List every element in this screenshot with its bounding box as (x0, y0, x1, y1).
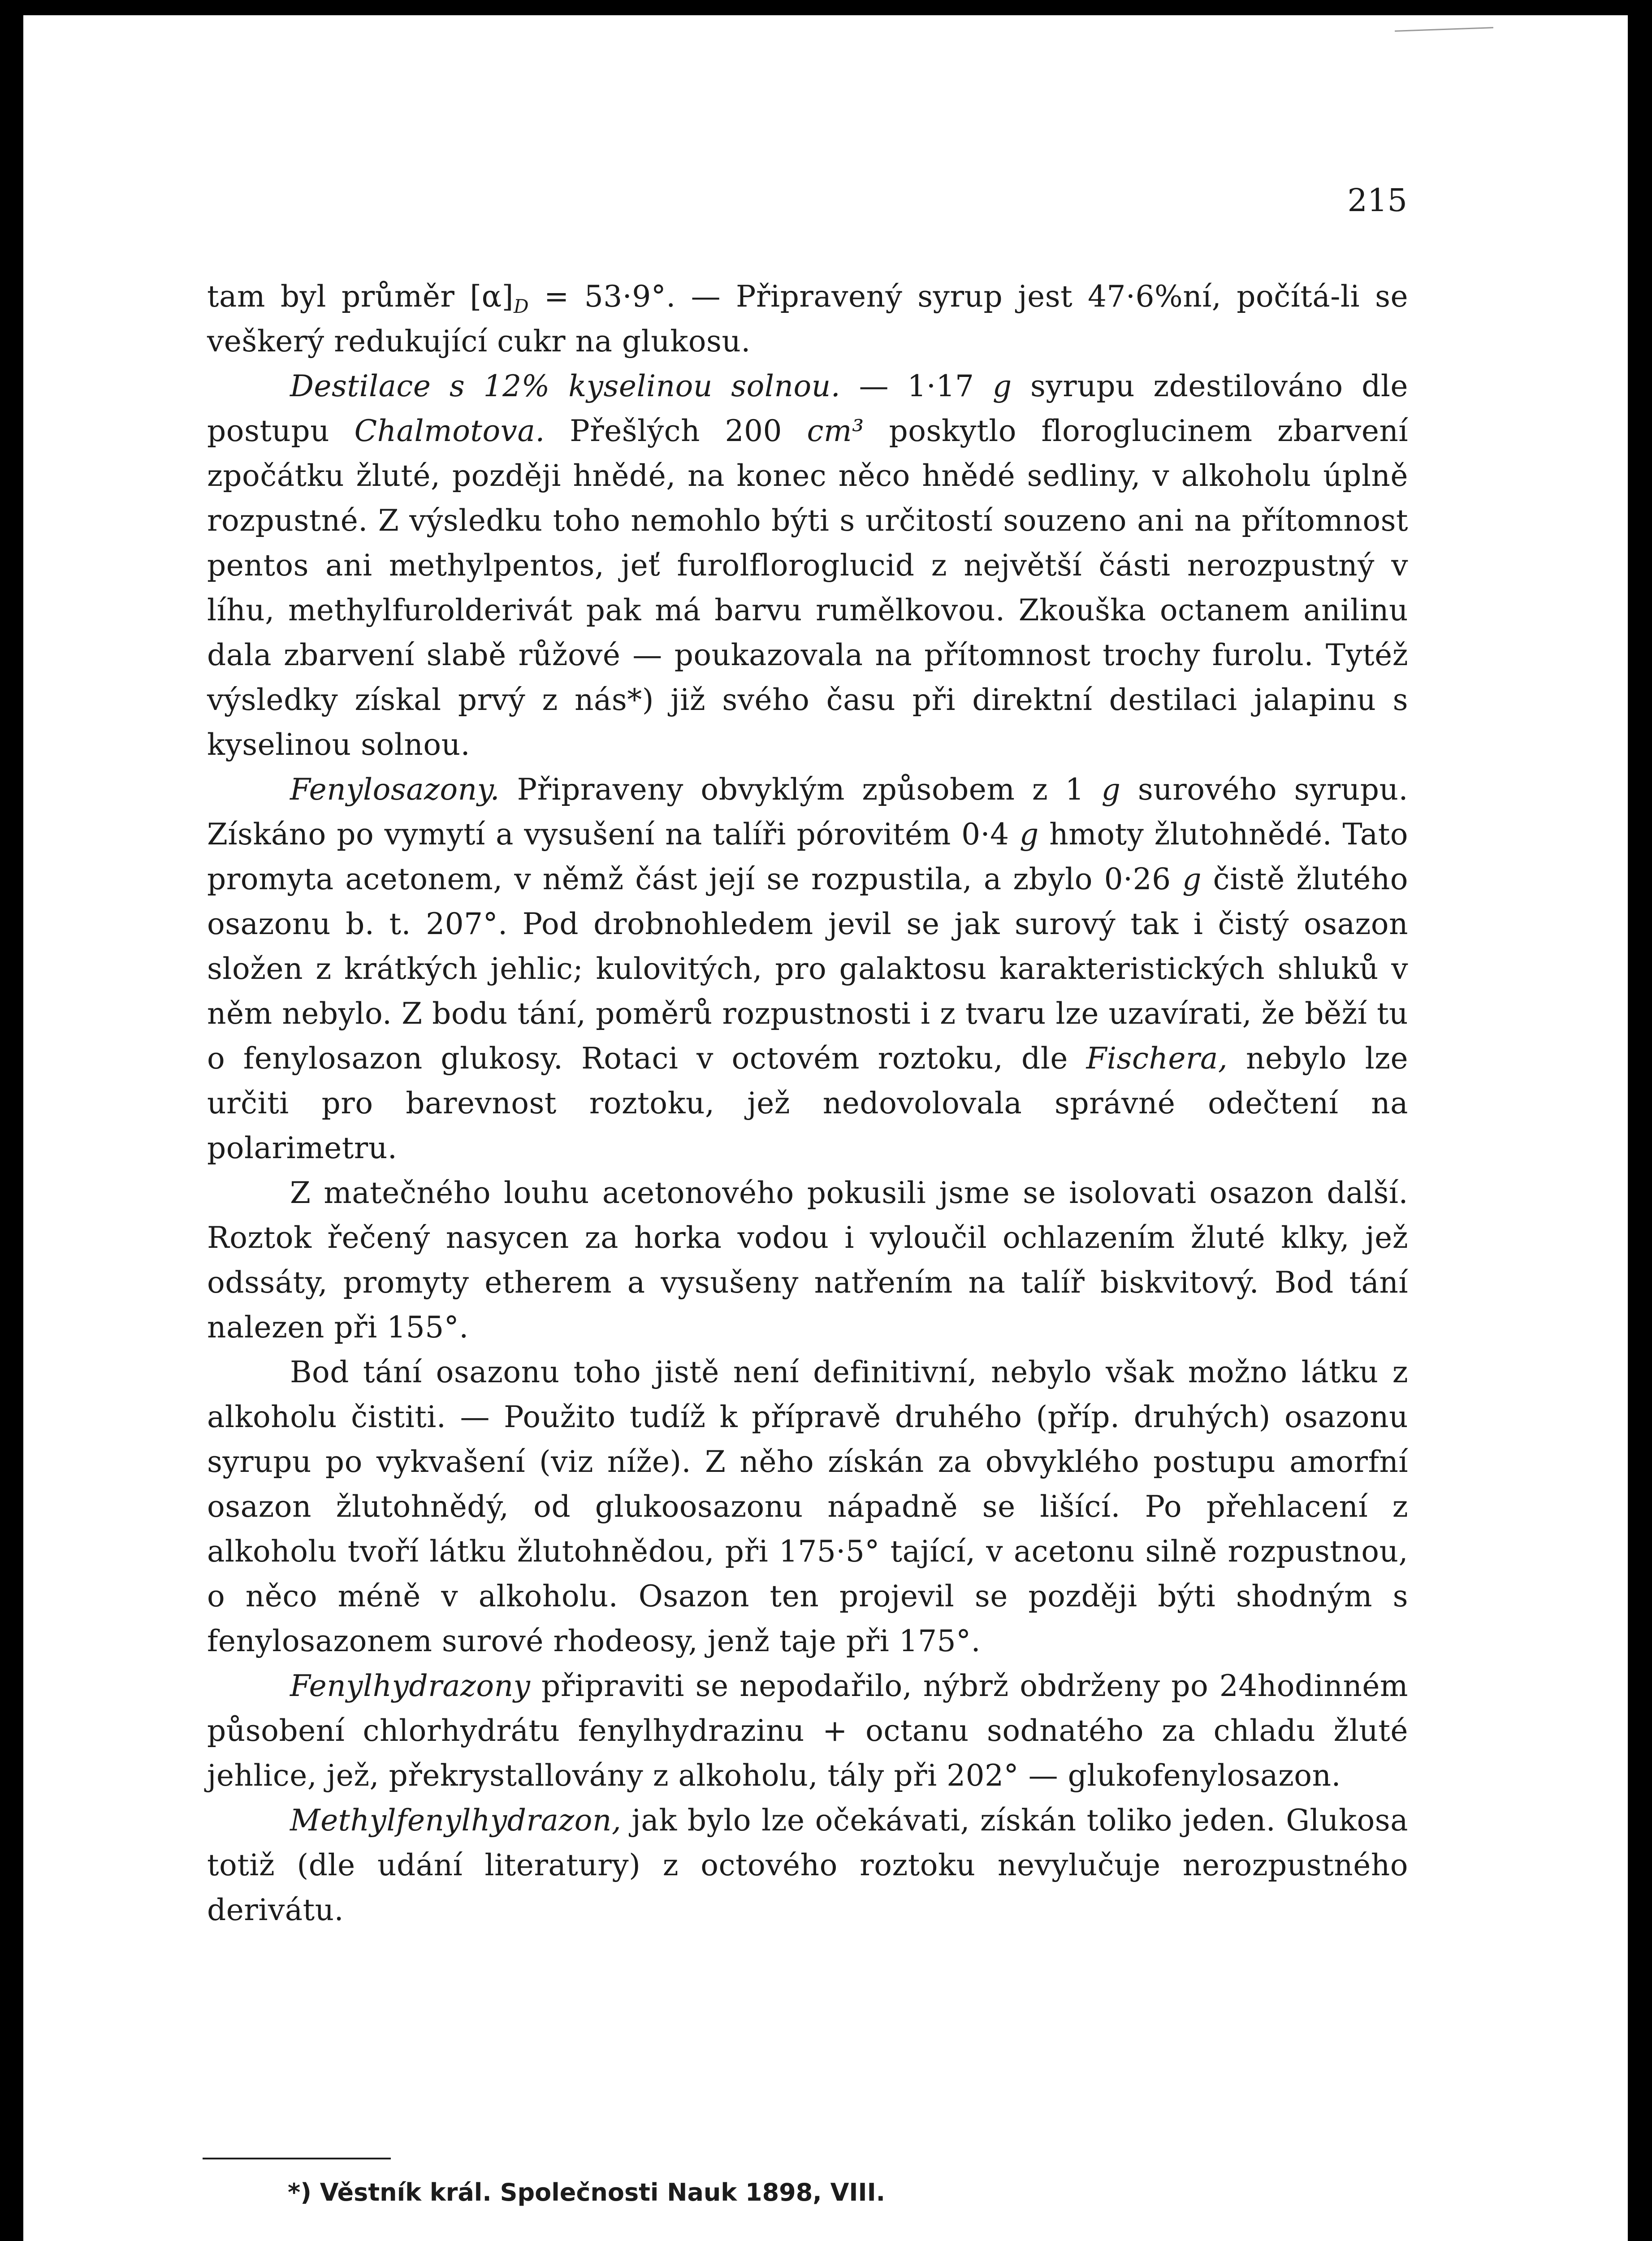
text-run: Z matečného louhu acetonového pokusili jsme se isolovati osazon další. Roztok řečený nasycen za horka vodou i vyloučil ochlazením žluté klky, jež odssáty, promyty etherem a vysušeny natřením na talíř biskvitový. Bod tání nalezen při 155°. (207, 1176, 1408, 1345)
italic-run: Fischera, (1086, 1041, 1228, 1076)
italic-run: g (1101, 772, 1121, 807)
text-run: tam byl průměr [α] (207, 279, 514, 314)
text-run: — 1·17 (840, 369, 993, 403)
text-run: nebylo lze určiti pro barevnost roztoku, jež nedovolovala správné odečtení na polarimetru. (207, 1041, 1409, 1165)
text-run: Připraveny obvyklým způsobem z 1 (500, 772, 1102, 807)
body-text (207, 274, 1408, 1933)
paragraph (207, 1350, 1408, 1664)
italic-run: Fenylhydrazony (290, 1669, 531, 1703)
text-run: Přešlých 200 (545, 414, 807, 448)
paragraph (207, 1798, 1408, 1933)
text-run: připraviti se nepodařilo, nýbrž obdrženy po 24hodinném působení chlorhydrátu fenylhydrazinu + octanu sodnatého za chladu žluté jehlice, jež, překrystallovány z alkoholu, tály při 202° — glukofenylosazon. (207, 1669, 1408, 1793)
paragraph (207, 274, 1408, 364)
text-run: syrupu zdestilováno dle postupu (207, 369, 1408, 448)
scan-mark (1395, 27, 1493, 32)
text-run: čistě žlutého osazonu b. t. 207°. Pod drobnohledem jevil se jak surový tak i čistý osazon složen z krátkých jehlic; kulovitých, pro galaktosu karakteristických shluků v něm nebylo. Z bodu tání, poměrů rozpustnosti i z tvaru lze uzavírati, že běží tu o fenylosazon glukosy. Rotaci v octovém roztoku, dle (207, 862, 1408, 1076)
footnote-rule (203, 2158, 391, 2159)
italic-run: Fenylosazony. (290, 772, 500, 807)
italic-run: D (513, 295, 529, 318)
italic-run: Methylfenylhydrazon, (290, 1803, 622, 1838)
italic-run: Chalmotova. (354, 414, 545, 448)
page (23, 15, 1628, 2241)
footnote: *) Věstník král. Společnosti Nauk 1898, VIII. (288, 2178, 886, 2206)
text-run: = 53·9°. — Připravený syrup jest 47·6%ní, počítá-li se veškerý redukující cukr na glukosu. (207, 279, 1408, 359)
text-run: Bod tání osazonu toho jistě není definitivní, nebylo však možno látku z alkoholu čistiti. — Použito tudíž k přípravě druhého (příp. druhých) osazonu syrupu po vykvašení (viz níže). Z něho získán za obvyklého postupu amorfní osazon žlutohnědý, od glukoosazonu nápadně se lišící. Po přehlacení z alkoholu tvoří látku žlutohnědou, při 175·5° tající, v acetonu silně rozpustnou, o něco méně v alkoholu. Osazon ten projevil se později býti shodným s fenylosazonem surové rhodeosy, jenž taje při 175°. (207, 1355, 1408, 1658)
text-run: hmoty žlutohnědé. Tato promyta acetonem, v němž část její se rozpustila, a zbylo 0·26 (207, 817, 1408, 896)
text-run: poskytlo floroglucinem zbarvení zpočátku žluté, později hnědé, na konec něco hnědé sedliny, v alkoholu úplně rozpustné. Z výsledku toho nemohlo býti s určitostí souzeno ani na přítomnost pentos ani methylpentos, jeť furolfloroglucid z největší části nerozpustný v líhu, methylfurolderivát pak má barvu rumělkovou. Zkouška octanem anilinu dala zbarvení slabě růžové — poukazovala na přítomnost trochy furolu. Tytéž výsledky získal prvý z nás*) již svého času při direktní destilaci jalapinu s kyselinou solnou. (207, 414, 1409, 762)
paragraph (207, 767, 1408, 1171)
paragraph (207, 1171, 1408, 1350)
italic-run: cm³ (807, 414, 865, 448)
text-run: jak bylo lze očekávati, získán toliko jeden. Glukosa totiž (dle udání literatury) z octového roztoku nevylučuje nerozpustného derivátu. (207, 1803, 1408, 1927)
italic-run: g (992, 369, 1012, 403)
italic-run: g (1182, 862, 1202, 896)
text-run: surového syrupu. Získáno po vymytí a vysušení na talíři pórovitém 0·4 (207, 772, 1409, 852)
paragraph (207, 364, 1408, 767)
paragraph (207, 1664, 1408, 1798)
italic-run: g (1020, 817, 1039, 852)
italic-run: Destilace s 12% kyselinou solnou. (290, 369, 841, 403)
page-number: 215 (1347, 182, 1407, 219)
